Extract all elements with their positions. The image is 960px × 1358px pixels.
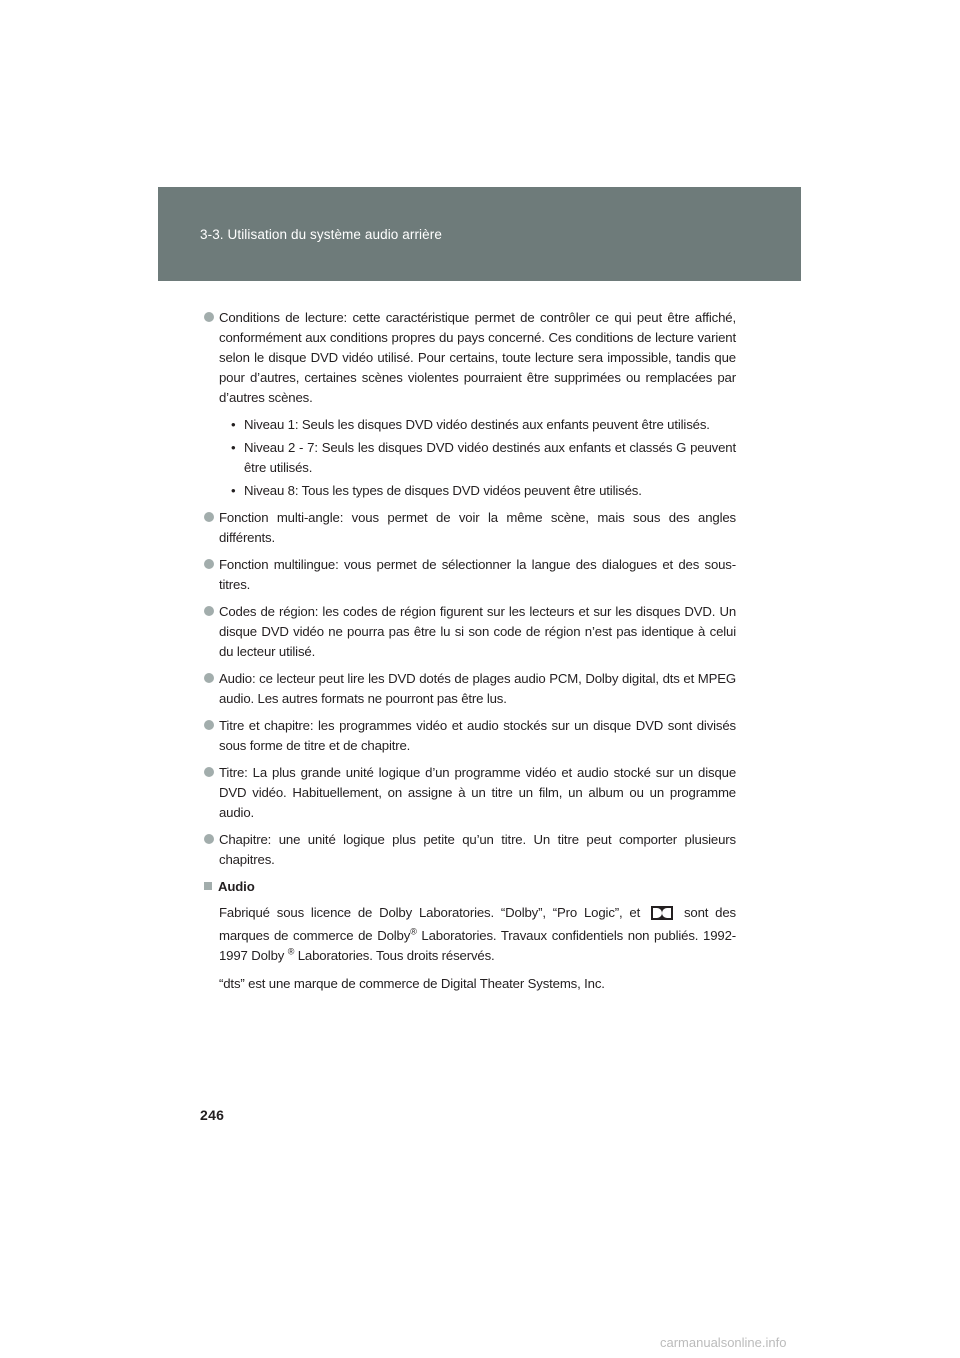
audio-license-paragraph: [206, 903, 736, 966]
bullet-icon: [204, 512, 214, 522]
bullet-icon: [204, 720, 214, 730]
sub-item: [206, 415, 736, 435]
item-text: Codes de région: les codes de région figurent sur les lecteurs et sur les disques DVD. Un disque DVD vidéo ne pourra pas être lu si son code de région n’est pas identique à celui du lecteur utilisé.: [219, 604, 736, 659]
watermark: carmanualsonline.info: [660, 1335, 787, 1350]
bullet-icon: [204, 312, 214, 322]
bullet-icon: [204, 559, 214, 569]
list-item: [206, 669, 736, 709]
list-item: [206, 508, 736, 548]
list-item: [206, 830, 736, 870]
item-text: Audio: ce lecteur peut lire les DVD dotés de plages audio PCM, Dolby digital, dts et MPEG audio. Les autres formats ne pourront pas être lus.: [219, 671, 736, 706]
item-text: Titre et chapitre: les programmes vidéo et audio stockés sur un disque DVD sont divisés sous forme de titre et de chapitre.: [219, 718, 736, 753]
bullet-icon: [204, 834, 214, 844]
sub-item: [206, 481, 736, 501]
dts-trademark-paragraph: “dts” est une marque de commerce de Digital Theater Systems, Inc.: [219, 976, 605, 991]
sub-item: [206, 438, 736, 478]
sub-item-text: Niveau 8: Tous les types de disques DVD vidéos peuvent être utilisés.: [244, 483, 642, 498]
item-text: Chapitre: une unité logique plus petite qu’un titre. Un titre peut comporter plusieurs chapitres.: [219, 832, 736, 867]
license-text-part: sont des marques de commerce de Dolby: [219, 905, 736, 943]
item-text: Conditions de lecture: cette caractéristique permet de contrôler ce qui peut être affiché, conformément aux conditions propres du pays concerné. Ces conditions de lecture varient selon le disque DVD vidéo utilisé. Pour certains, toute lecture sera impossible, tandis que pour d’autres, certaines scènes violentes pourraient être supprimées ou remplacées par d’autres scènes.: [219, 310, 736, 405]
bullet-icon: [204, 767, 214, 777]
list-item: [206, 716, 736, 756]
item-text: Titre: La plus grande unité logique d’un programme vidéo et audio stocké sur un disque DVD vidéo. Habituellement, on assigne à un titre un film, un album ou un programme audio.: [219, 765, 736, 820]
section-title: 3-3. Utilisation du système audio arrière: [200, 227, 442, 242]
bullet-icon: [204, 673, 214, 683]
sub-bullet: •: [231, 417, 236, 432]
list-item: [206, 602, 736, 662]
registered-mark: ®: [410, 926, 417, 937]
bullet-icon: [204, 606, 214, 616]
square-bullet-icon: [204, 882, 212, 890]
page-number: 246: [200, 1107, 225, 1123]
list-item: [206, 555, 736, 595]
sub-item-text: Niveau 2 - 7: Seuls les disques DVD vidéo destinés aux enfants et classés G peuvent être utilisés.: [244, 440, 736, 475]
sub-item-text: Niveau 1: Seuls les disques DVD vidéo destinés aux enfants peuvent être utilisés.: [244, 417, 710, 432]
list-item: [206, 763, 736, 823]
page-content: [206, 308, 736, 1002]
audio-heading-text: Audio: [218, 879, 255, 894]
sub-bullet: •: [231, 440, 236, 455]
list-item: [206, 308, 736, 408]
sub-bullet: •: [231, 483, 236, 498]
license-text-part: Fabriqué sous licence de Dolby Laboratories. “Dolby”, “Pro Logic”, et: [219, 905, 641, 920]
section-header: [158, 187, 801, 281]
license-text-part: Laboratories. Travaux confidentiels non publiés. 1992-1997 Dolby: [219, 928, 736, 963]
dolby-double-d-icon: [651, 906, 673, 926]
item-text: Fonction multi-angle: vous permet de voir la même scène, mais sous des angles différents.: [219, 510, 736, 545]
item-text: Fonction multilingue: vous permet de sélectionner la langue des dialogues et des sous-titres.: [219, 557, 736, 592]
license-text-part: Laboratories. Tous droits réservés.: [297, 948, 495, 963]
registered-mark: ®: [287, 946, 295, 957]
audio-section-heading: [204, 877, 736, 897]
